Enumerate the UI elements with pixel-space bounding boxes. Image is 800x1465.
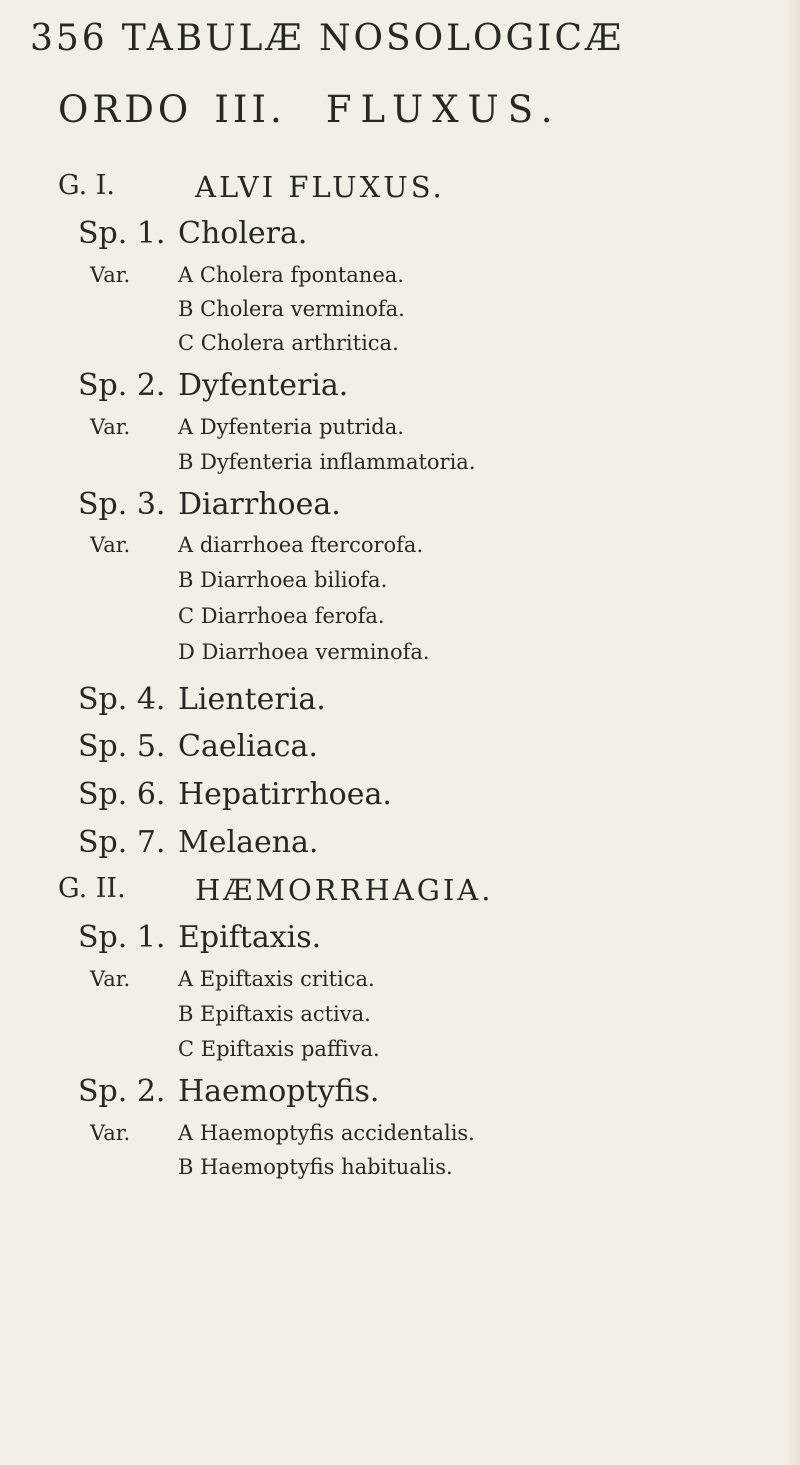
variety-text: B Dyfenteria inflammatoria. (178, 450, 476, 474)
variety-label: Var. (90, 533, 131, 557)
species-name: Cholera. (178, 216, 308, 251)
variety-text: B Diarrhoea biliofa. (178, 568, 388, 592)
genus-label: G. II. (58, 873, 126, 904)
species-name: Lienteria. (178, 682, 326, 717)
variety-text: B Epiftaxis activa. (178, 1002, 371, 1026)
variety-label: Var. (90, 263, 131, 287)
ordo-numeral: III. (214, 88, 286, 131)
page-edge-shadow (786, 0, 800, 1465)
species-label: Sp. 2. (78, 1074, 166, 1109)
species-label: Sp. 5. (78, 729, 166, 764)
species-name: Haemoptyfis. (178, 1074, 380, 1109)
genus-title: ALVI FLUXUS. (195, 170, 445, 204)
species-name: Melaena. (178, 825, 319, 860)
running-title: TABULÆ NOSOLOGICÆ (121, 18, 625, 59)
species-name: Caeliaca. (178, 729, 318, 764)
genus-title: HÆMORRHAGIA. (195, 873, 494, 907)
species-label: Sp. 2. (78, 368, 166, 403)
variety-text: A Dyfenteria putrida. (178, 415, 404, 439)
species-label: Sp. 7. (78, 825, 166, 860)
species-name: Dyfenteria. (178, 368, 349, 403)
variety-text: A Epiftaxis critica. (178, 967, 375, 991)
species-label: Sp. 4. (78, 682, 166, 717)
genus-label: G. I. (58, 170, 116, 201)
variety-text: B Haemoptyfis habitualis. (178, 1155, 453, 1179)
ordo-word: ORDO (58, 88, 193, 131)
page-number: 356 (30, 18, 108, 59)
species-label: Sp. 6. (78, 777, 166, 812)
ordo-name: FLUXUS. (325, 88, 562, 131)
species-name: Epiftaxis. (178, 920, 322, 955)
variety-text: C Cholera arthritica. (178, 331, 399, 355)
variety-text: A Cholera fpontanea. (178, 263, 404, 287)
species-label: Sp. 3. (78, 487, 166, 522)
variety-label: Var. (90, 1121, 131, 1145)
variety-text: D Diarrhoea verminofa. (178, 640, 430, 664)
variety-text: A Haemoptyfis accidentalis. (178, 1121, 475, 1145)
variety-text: A diarrhoea ftercorofa. (178, 533, 424, 557)
ordo-heading (58, 88, 562, 131)
species-label: Sp. 1. (78, 216, 166, 251)
species-label: Sp. 1. (78, 920, 166, 955)
variety-label: Var. (90, 415, 131, 439)
variety-text: B Cholera verminofa. (178, 297, 405, 321)
variety-label: Var. (90, 967, 131, 991)
species-name: Hepatirrhoea. (178, 777, 392, 812)
variety-text: C Diarrhoea ferofa. (178, 604, 385, 628)
species-name: Diarrhoea. (178, 487, 341, 522)
variety-text: C Epiftaxis paffiva. (178, 1037, 380, 1061)
running-header (30, 18, 624, 59)
